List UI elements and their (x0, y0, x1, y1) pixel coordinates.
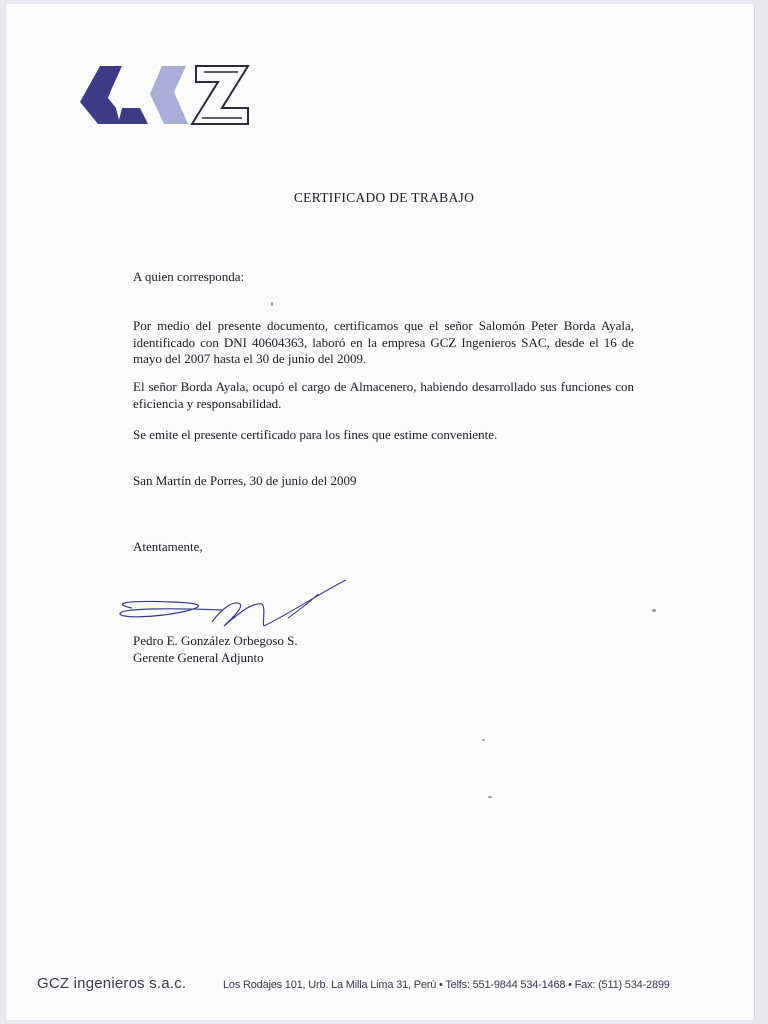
paper-speck (271, 302, 273, 306)
footer-company-name: GCZ ingenieros s.a.c. (37, 975, 187, 992)
salutation: A quien corresponda: (133, 269, 245, 284)
signer-name: Pedro E. González Orbegoso S. (133, 633, 298, 648)
company-logo (78, 64, 254, 128)
handwritten-signature (112, 578, 352, 634)
paper-speck (488, 796, 492, 798)
document-title: CERTIFICADO DE TRABAJO (293, 190, 475, 205)
paragraph-position: El señor Borda Ayala, ocupó el cargo de Almacenero, habiendo desarrollado sus funciones con eficiencia y responsabilidad. (133, 379, 634, 411)
closing: Atentamente, (133, 539, 203, 554)
paper-speck (652, 609, 656, 612)
signer-role: Gerente General Adjunto (133, 650, 264, 665)
footer-address: Los Rodajes 101, Urb. La Milla Lima 31, Perú • Telfs: 551-9844 534-1468 • Fax: (511) 534-2899 (223, 979, 670, 991)
paragraph-employment: Por medio del presente documento, certificamos que el señor Salomón Peter Borda Ayala, identificado con DNI 40604363, laboró en la empresa GCZ Ingenieros SAC, desde el 16 de mayo del 2007 hasta el 30 de junio del 2009. (133, 318, 634, 366)
place-date: San Martín de Porres, 30 de junio del 2009 (133, 473, 357, 488)
paper-speck (482, 739, 485, 741)
paragraph-purpose: Se emite el presente certificado para los fines que estime conveniente. (133, 427, 498, 442)
document-sheet (6, 4, 755, 1020)
